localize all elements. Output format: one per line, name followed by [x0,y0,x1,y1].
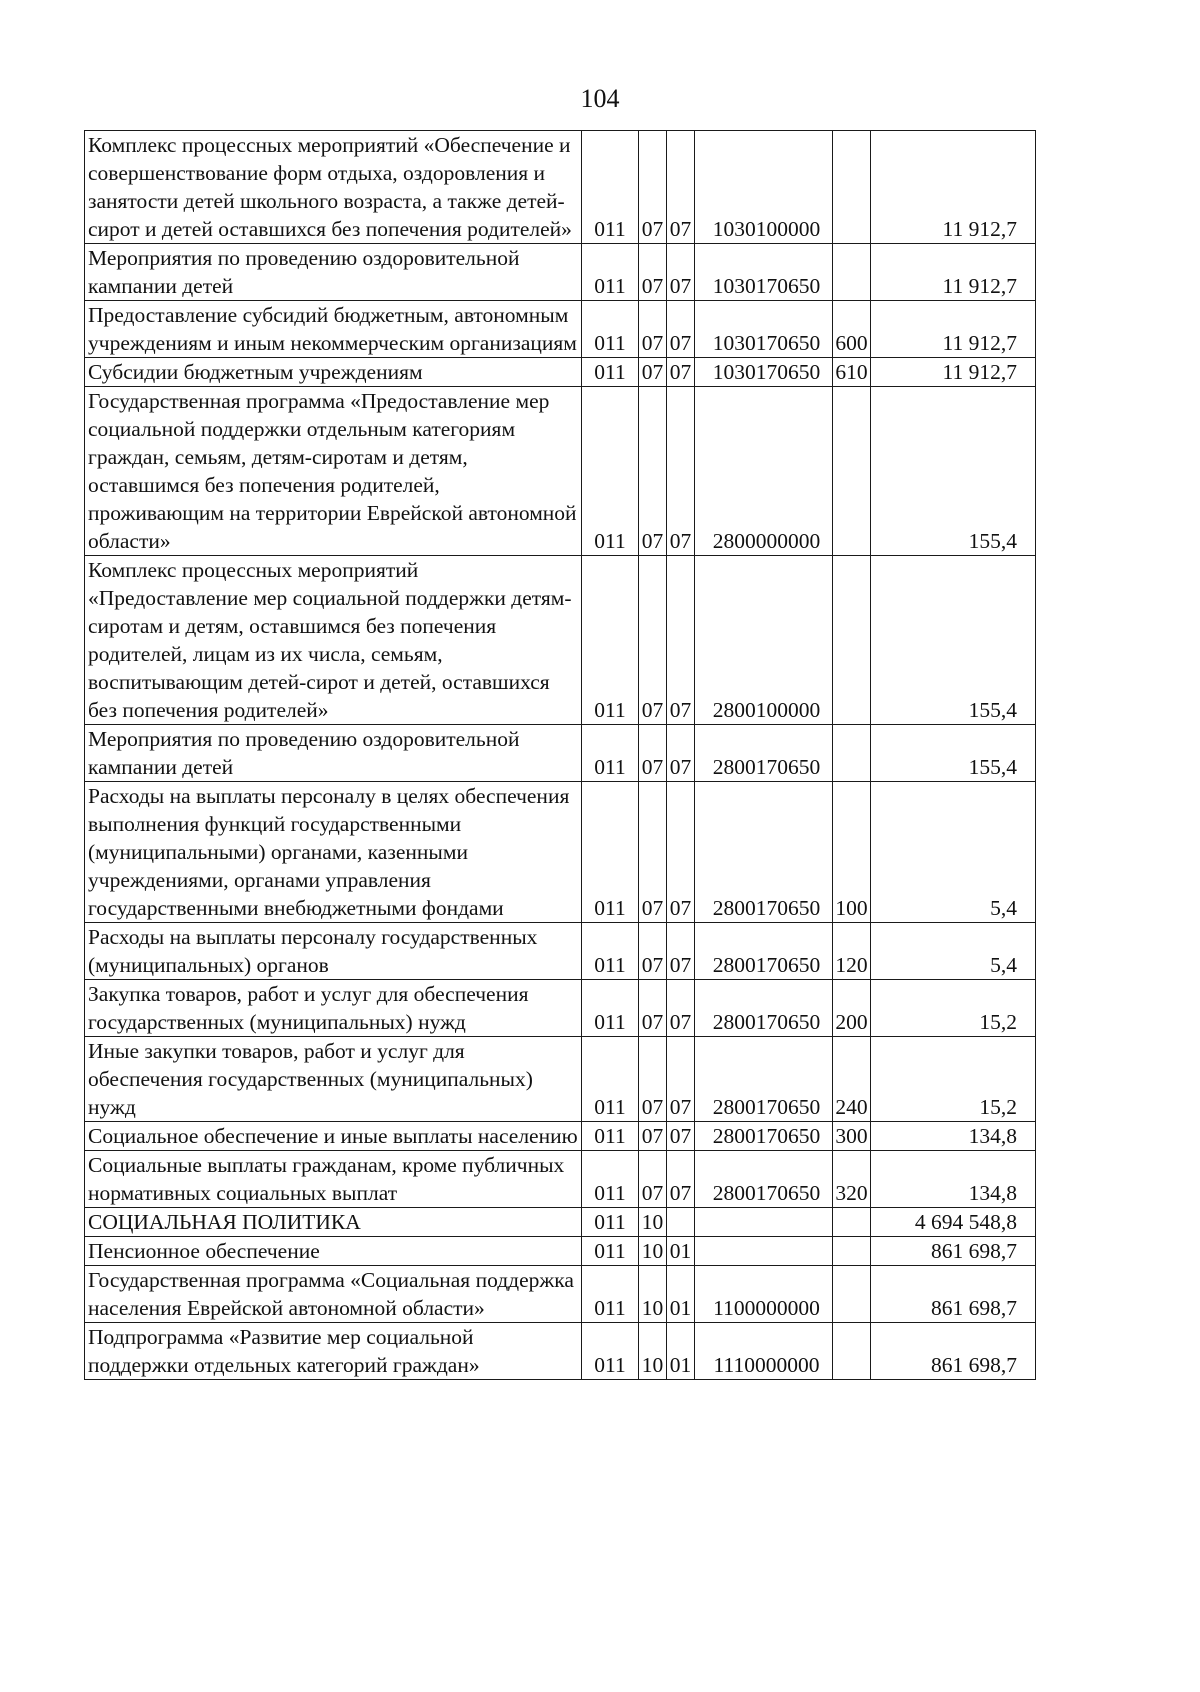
ministry-code-cell: 011 [582,782,639,923]
table-row [85,1037,1036,1122]
table-row [85,387,1036,556]
target-article-cell: 2800170650 [695,1122,833,1151]
target-article-cell: 2800170650 [695,725,833,782]
section-code-cell: 10 [639,1266,667,1323]
expense-type-cell: 600 [833,301,871,358]
expense-name-cell: Субсидии бюджетным учреждениям [85,358,582,387]
section-code-cell: 07 [639,387,667,556]
target-article-cell [695,1208,833,1237]
subsection-code-cell [667,1208,695,1237]
table-row [85,980,1036,1037]
ministry-code-cell: 011 [582,725,639,782]
expense-type-cell [833,1266,871,1323]
amount-cell: 861 698,7 [871,1323,1036,1380]
section-code-cell: 07 [639,1122,667,1151]
ministry-code-cell: 011 [582,244,639,301]
section-code-cell: 07 [639,301,667,358]
table-row [85,1323,1036,1380]
subsection-code-cell: 07 [667,1122,695,1151]
budget-table [84,130,1036,1380]
expense-name-cell: Комплекс процессных мероприятий «Обеспечение и совершенствование форм отдыха, оздоровления и занятости детей школьного возраста, а также детей-сирот и детей оставшихся без попечения родителей» [85,131,582,244]
expense-name-cell: Социальное обеспечение и иные выплаты населению [85,1122,582,1151]
expense-type-cell [833,1323,871,1380]
expense-type-cell [833,1237,871,1266]
expense-name-cell: Подпрограмма «Развитие мер социальной поддержки отдельных категорий граждан» [85,1323,582,1380]
section-code-cell: 07 [639,923,667,980]
ministry-code-cell: 011 [582,1037,639,1122]
section-code-cell: 07 [639,244,667,301]
expense-name-cell: Комплекс процессных мероприятий «Предоставление мер социальной поддержки детям-сиротам и детям, оставшимся без попечения родителей, лицам из их числа, семьям, воспитывающим детей-сирот и детей, оставшихся без попечения родителей» [85,556,582,725]
expense-type-cell [833,244,871,301]
amount-cell: 155,4 [871,725,1036,782]
target-article-cell: 2800170650 [695,1037,833,1122]
section-code-cell: 07 [639,980,667,1037]
expense-name-cell: Предоставление субсидий бюджетным, автономным учреждениям и иным некоммерческим организациям [85,301,582,358]
table-row [85,782,1036,923]
amount-cell: 11 912,7 [871,301,1036,358]
subsection-code-cell: 07 [667,387,695,556]
amount-cell: 11 912,7 [871,131,1036,244]
ministry-code-cell: 011 [582,1237,639,1266]
expense-type-cell: 100 [833,782,871,923]
amount-cell: 861 698,7 [871,1266,1036,1323]
ministry-code-cell: 011 [582,1208,639,1237]
expense-name-cell: СОЦИАЛЬНАЯ ПОЛИТИКА [85,1208,582,1237]
expense-name-cell: Расходы на выплаты персоналу в целях обеспечения выполнения функций государственными (муниципальными) органами, казенными учреждениями, органами управления государственными внебюджетными фондами [85,782,582,923]
amount-cell: 134,8 [871,1151,1036,1208]
expense-name-cell: Пенсионное обеспечение [85,1237,582,1266]
table-row [85,1122,1036,1151]
ministry-code-cell: 011 [582,923,639,980]
subsection-code-cell: 07 [667,358,695,387]
target-article-cell: 2800170650 [695,923,833,980]
section-code-cell: 07 [639,725,667,782]
amount-cell: 11 912,7 [871,244,1036,301]
subsection-code-cell: 01 [667,1266,695,1323]
amount-cell: 861 698,7 [871,1237,1036,1266]
ministry-code-cell: 011 [582,131,639,244]
amount-cell: 15,2 [871,980,1036,1037]
target-article-cell: 1110000000 [695,1323,833,1380]
table-row [85,725,1036,782]
subsection-code-cell: 07 [667,244,695,301]
amount-cell: 134,8 [871,1122,1036,1151]
subsection-code-cell: 07 [667,725,695,782]
table-row [85,1151,1036,1208]
expense-type-cell [833,131,871,244]
section-code-cell: 07 [639,1037,667,1122]
table-row [85,923,1036,980]
ministry-code-cell: 011 [582,1122,639,1151]
amount-cell: 4 694 548,8 [871,1208,1036,1237]
target-article-cell: 2800170650 [695,980,833,1037]
table-row [85,556,1036,725]
ministry-code-cell: 011 [582,1323,639,1380]
section-code-cell: 07 [639,1151,667,1208]
expense-type-cell: 200 [833,980,871,1037]
amount-cell: 5,4 [871,782,1036,923]
expense-name-cell: Иные закупки товаров, работ и услуг для обеспечения государственных (муниципальных) нужд [85,1037,582,1122]
expense-type-cell: 320 [833,1151,871,1208]
expense-name-cell: Расходы на выплаты персоналу государственных (муниципальных) органов [85,923,582,980]
ministry-code-cell: 011 [582,358,639,387]
target-article-cell: 1030170650 [695,358,833,387]
target-article-cell: 2800170650 [695,782,833,923]
target-article-cell: 1100000000 [695,1266,833,1323]
expense-type-cell [833,725,871,782]
target-article-cell [695,1237,833,1266]
expense-type-cell: 120 [833,923,871,980]
amount-cell: 155,4 [871,387,1036,556]
target-article-cell: 2800000000 [695,387,833,556]
expense-type-cell: 610 [833,358,871,387]
expense-name-cell: Государственная программа «Социальная поддержка населения Еврейской автономной области» [85,1266,582,1323]
amount-cell: 11 912,7 [871,358,1036,387]
amount-cell: 155,4 [871,556,1036,725]
expense-name-cell: Закупка товаров, работ и услуг для обеспечения государственных (муниципальных) нужд [85,980,582,1037]
ministry-code-cell: 011 [582,1151,639,1208]
target-article-cell: 1030170650 [695,244,833,301]
subsection-code-cell: 07 [667,556,695,725]
expense-type-cell [833,556,871,725]
ministry-code-cell: 011 [582,301,639,358]
subsection-code-cell: 07 [667,923,695,980]
table-body [85,131,1036,1380]
subsection-code-cell: 07 [667,131,695,244]
section-code-cell: 10 [639,1323,667,1380]
ministry-code-cell: 011 [582,556,639,725]
expense-type-cell [833,1208,871,1237]
section-code-cell: 07 [639,358,667,387]
page-number: 104 [580,84,620,113]
expense-name-cell: Государственная программа «Предоставление мер социальной поддержки отдельным категориям граждан, семьям, детям-сиротам и детям, оставшимся без попечения родителей, проживающим на территории Еврейской автономной области» [85,387,582,556]
subsection-code-cell: 01 [667,1323,695,1380]
target-article-cell: 1030100000 [695,131,833,244]
amount-cell: 15,2 [871,1037,1036,1122]
table-row [85,1237,1036,1266]
expense-type-cell: 300 [833,1122,871,1151]
ministry-code-cell: 011 [582,980,639,1037]
target-article-cell: 2800100000 [695,556,833,725]
subsection-code-cell: 07 [667,980,695,1037]
expense-name-cell: Мероприятия по проведению оздоровительной кампании детей [85,244,582,301]
target-article-cell: 2800170650 [695,1151,833,1208]
section-code-cell: 10 [639,1208,667,1237]
target-article-cell: 1030170650 [695,301,833,358]
subsection-code-cell: 07 [667,782,695,923]
table-row [85,358,1036,387]
section-code-cell: 07 [639,782,667,923]
table-row [85,131,1036,244]
section-code-cell: 10 [639,1237,667,1266]
section-code-cell: 07 [639,131,667,244]
table-row [85,301,1036,358]
subsection-code-cell: 07 [667,301,695,358]
expense-name-cell: Социальные выплаты гражданам, кроме публичных нормативных социальных выплат [85,1151,582,1208]
subsection-code-cell: 07 [667,1037,695,1122]
subsection-code-cell: 01 [667,1237,695,1266]
table-row [85,244,1036,301]
expense-name-cell: Мероприятия по проведению оздоровительной кампании детей [85,725,582,782]
table-row [85,1266,1036,1323]
ministry-code-cell: 011 [582,387,639,556]
table-row [85,1208,1036,1237]
expense-type-cell [833,387,871,556]
section-code-cell: 07 [639,556,667,725]
expense-type-cell: 240 [833,1037,871,1122]
amount-cell: 5,4 [871,923,1036,980]
ministry-code-cell: 011 [582,1266,639,1323]
subsection-code-cell: 07 [667,1151,695,1208]
